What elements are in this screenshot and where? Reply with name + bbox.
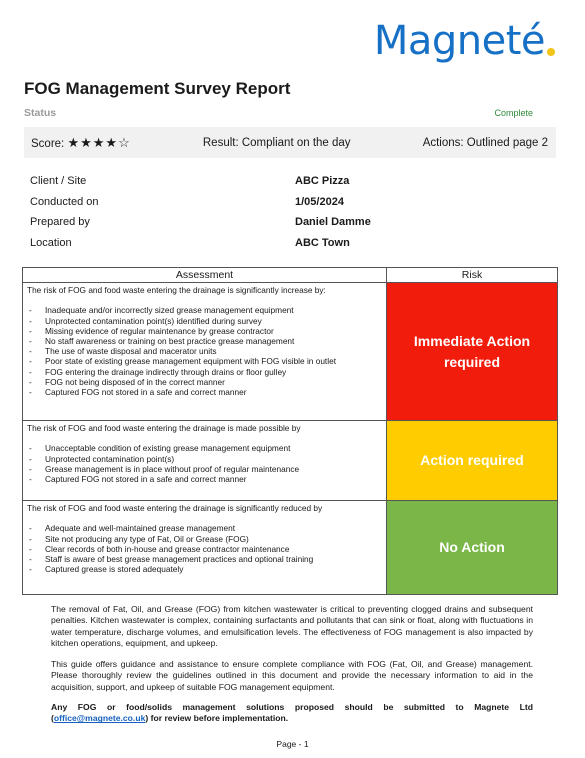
submission-text: ) for review before implementation.	[145, 713, 289, 724]
condition-cell	[23, 501, 387, 595]
list-item: - Unprotected contamination point(s)	[27, 454, 382, 464]
site-info	[30, 171, 450, 253]
info-value: 1/05/2024	[295, 195, 344, 208]
submission-text: Any FOG or food/solids management solutions proposed should be submitted to Magnete Ltd (	[51, 701, 533, 724]
list-item: - Adequate and well-maintained grease management	[27, 523, 382, 533]
condition-cell	[23, 283, 387, 421]
notes-paragraph: This guide offers guidance and assistance to ensure complete compliance with FOG (Fat, Oil, and Grease) management. Please thoroughly review the guidelines outlined in this document and provide the necessary information to aid in the acquisition, support, and upkeep of suitable FOG management equipment.	[51, 658, 533, 692]
info-value: ABC Pizza	[295, 175, 350, 188]
condition-intro: The risk of FOG and food waste entering the drainage is made possible by	[27, 423, 301, 433]
info-value: Daniel Damme	[295, 216, 371, 229]
assessment-table	[22, 267, 558, 595]
risk-cell-no-action	[387, 501, 558, 595]
list-item: - FOG entering the drainage indirectly through drains or floor gulley	[27, 367, 382, 377]
condition-intro: The risk of FOG and food waste entering the drainage is significantly increase by:	[27, 285, 326, 295]
assessment-column-header: Assessment	[23, 268, 387, 283]
condition-cell	[23, 421, 387, 501]
condition-list	[27, 305, 382, 397]
email-link[interactable]: office@magnete.co.uk	[53, 713, 146, 724]
risk-cell-action	[387, 421, 558, 501]
info-row	[30, 212, 450, 233]
list-item: - Unacceptable condition of existing grease management equipment	[27, 443, 382, 453]
brand-logo-text: Magneté	[373, 18, 545, 64]
info-label: Client / Site	[30, 175, 87, 188]
submission-note	[51, 702, 533, 725]
list-item: - Missing evidence of regular maintenance by grease contractor	[27, 326, 382, 336]
notes-section	[51, 604, 533, 734]
info-label: Conducted on	[30, 195, 99, 208]
condition-list	[27, 443, 382, 484]
score-label: Score:	[31, 137, 65, 150]
list-item: - No staff awareness or training on best practice grease management	[27, 336, 382, 346]
list-item: - The use of waste disposal and macerator units	[27, 346, 382, 356]
list-item: - Unprotected contamination point(s) identified during survey	[27, 316, 382, 326]
list-item: - Staff is aware of best grease management practices and optional training	[27, 554, 382, 564]
list-item: - FOG not being disposed of in the correct manner	[27, 377, 382, 387]
brand-logo-dot	[547, 48, 555, 56]
score-bar	[24, 127, 556, 158]
info-value: ABC Town	[295, 236, 350, 249]
page-number: Page - 1	[276, 739, 309, 749]
risk-column-header: Risk	[387, 268, 558, 283]
info-label: Prepared by	[30, 216, 90, 229]
table-row	[23, 501, 558, 595]
list-item: - Captured FOG not stored in a safe and correct manner	[27, 474, 382, 484]
page-title: FOG Management Survey Report	[24, 79, 291, 98]
table-header-row	[23, 268, 558, 283]
condition-intro: The risk of FOG and food waste entering the drainage is significantly reduced by	[27, 503, 323, 513]
list-item: - Inadequate and/or incorrectly sized grease management equipment	[27, 305, 382, 315]
info-row	[30, 233, 450, 254]
info-label: Location	[30, 236, 72, 249]
star-rating: ★★★★☆	[67, 134, 131, 150]
risk-label: Immediate Action	[413, 333, 531, 350]
result-text: Result: Compliant on the day	[202, 136, 351, 149]
status-badge: Complete	[494, 108, 533, 118]
risk-label: required	[443, 353, 500, 370]
status-row	[24, 107, 533, 119]
list-item: - Captured FOG not stored in a safe and correct manner	[27, 387, 382, 397]
list-item: - Clear records of both in-house and grease contractor maintenance	[27, 544, 382, 554]
actions-text: Actions: Outlined page 2	[422, 136, 548, 149]
list-item: - Site not producing any type of Fat, Oil or Grease (FOG)	[27, 534, 382, 544]
list-item: - Poor state of existing grease management equipment with FOG visible in outlet	[27, 356, 382, 366]
list-item: - Captured grease is stored adequately	[27, 564, 382, 574]
risk-label: Action required	[420, 452, 524, 469]
table-row	[23, 283, 558, 421]
condition-list	[27, 523, 382, 574]
notes-paragraph: The removal of Fat, Oil, and Grease (FOG) from kitchen wastewater is critical to preventing clogged drains and subsequent penalties. Kitchen wastewater is complex, containing surfactants and pollutants that can sink or float, along with fluctuations in water temperature, discharge volumes, and emulsification levels. The effectiveness of FOG management is also impacted by kitchen operations, equipment, and upkeep.	[51, 604, 533, 649]
risk-cell-immediate	[387, 283, 558, 421]
info-row	[30, 171, 450, 192]
status-label: Status	[24, 107, 57, 119]
info-row	[30, 192, 450, 213]
list-item: - Grease management is in place without proof of regular maintenance	[27, 464, 382, 474]
score-group	[31, 135, 131, 151]
risk-label: No Action	[439, 539, 505, 556]
brand-logo	[374, 18, 555, 68]
table-row	[23, 421, 558, 501]
